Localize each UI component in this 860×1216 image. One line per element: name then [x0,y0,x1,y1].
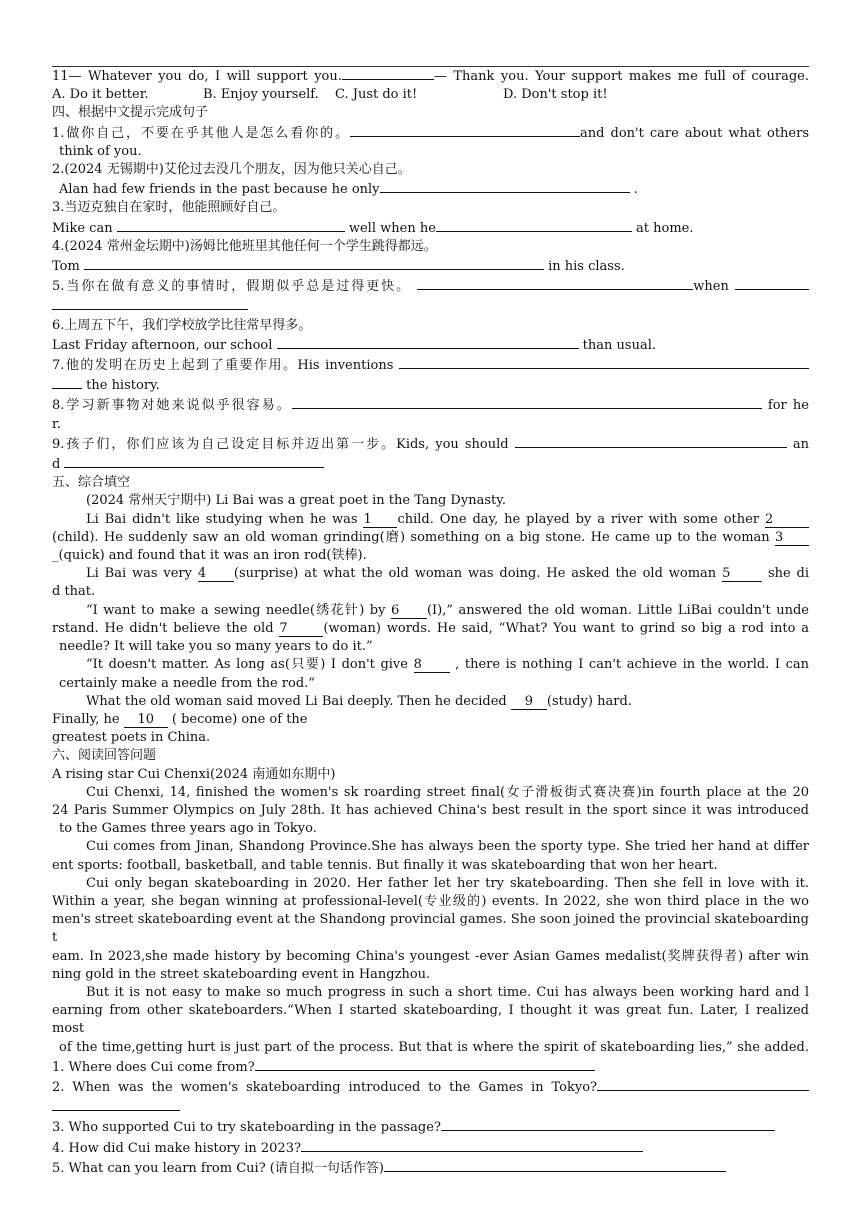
s5-text: “I want to make a sewing needle(绣花针) by [86,602,386,618]
s4-q9 [52,434,809,454]
q11-options [52,86,809,104]
blank-10[interactable]: 10 [124,713,168,728]
s6-q3-text: 3. Who supported Cui to try skateboarding in the passage? [52,1120,441,1136]
s4-q6-a: Last Friday afternoon, our school [52,337,273,353]
s4-q6-cn: 6.上周五下午，我们学校放学比往常早得多。 [52,317,312,333]
blank-7[interactable]: 7 [279,622,323,637]
s4-q5-cn: 5.当你在做有意义的事情时，假期似乎总是过得更快。 [52,279,412,295]
s4-q1 [52,123,809,143]
s6-p3-l3: men's street skateboarding event at the Shandong provincial games. She soon joined the provincial skateboarding t [52,912,809,946]
s4-q3-b: well when he [348,220,436,236]
s4-q1-cont: think of you. [59,143,142,159]
s4-q9-right: an [792,436,809,452]
s4-q3-en [52,218,702,238]
s5-text: child. One day, he played by a river with some other [397,511,760,527]
s5-text: Finally, he [52,711,120,727]
s4-q5-when: when [693,279,729,295]
s4-q8-right: for he [767,398,809,414]
answer-blank[interactable] [350,123,580,137]
section6-heading: 六、阅读回答问题 [52,748,157,764]
q11-option-a: A. Do it better. [52,87,149,103]
s5-p5 [52,693,809,711]
answer-blank[interactable] [399,355,809,369]
answer-blank[interactable] [417,276,693,290]
answer-blank[interactable] [64,454,324,468]
s4-q2-en [52,179,809,199]
s5-text: Li Bai didn't like studying when he was [86,511,358,527]
answer-blank[interactable] [436,218,632,232]
s6-p2-l2: ent sports: football, basketball, and table tennis. But finally it was skateboarding that won her heart. [52,857,718,873]
answer-blank[interactable] [84,256,544,270]
s4-q7-cont-text: the history. [86,378,160,394]
s6-question-2-cont [52,1097,809,1117]
s5-p6-l2: greatest poets in China. [52,730,211,746]
s5-text: rstand. He didn't believe the old [52,620,274,636]
s4-q2-en-text: Alan had few friends in the past because he only [59,182,380,198]
s4-q3-c: at home. [636,220,694,236]
s5-text: (study) hard. [546,693,632,709]
answer-blank[interactable] [597,1077,809,1091]
s4-q7-cont [52,375,809,395]
s4-q8 [52,395,809,415]
s4-q7-cn: 7.他的发明在历史上起到了重要作用。His inventions [52,358,394,374]
s4-q4-cn: 4.(2024 常州金坛期中)汤姆比他班里其他任何一个学生跳得都远。 [52,238,437,254]
s5-source: (2024 常州天宁期中) Li Bai was a great poet in the Tang Dynasty. [86,493,506,509]
s6-question-4 [52,1138,809,1158]
q11-option-c: C. Just do it! [335,87,418,103]
answer-blank[interactable] [342,66,434,80]
s5-p1-l3: _(quick) and found that it was an iron rod(铁棒). [52,548,367,564]
answer-blank[interactable] [384,1158,726,1172]
s5-text: What the old woman said moved Li Bai deeply. Then he decided [86,693,507,709]
s5-text: (child). He suddenly saw an old woman grinding(磨) something on a big stone. He came up to the woman [52,529,770,545]
s5-text: (I),” answered the old woman. Little LiBai couldn't unde [426,602,809,618]
s6-p3-l1: Cui only began skateboarding in 2020. Her father let her try skateboarding. Then she fell in love with it. [86,875,809,891]
s5-text: , there is nothing I can't achieve in the world. I can [455,657,809,673]
s6-question-5 [52,1158,809,1178]
s6-question-2 [52,1077,809,1097]
answer-blank[interactable] [255,1057,595,1071]
s6-question-3 [52,1117,809,1137]
s6-p4-l2: earning from other skateboarders.“When I started skateboarding, I thought it was great fun. Later, I realized most [52,1003,809,1037]
answer-blank[interactable] [52,296,248,310]
s5-text: ( become) one of the [171,711,308,727]
blank-8[interactable]: 8 [414,658,450,673]
s4-q5-cont [52,296,809,316]
s4-q3-a: Mike can [52,220,113,236]
answer-blank[interactable] [735,276,809,290]
s5-p2-l1 [52,565,809,583]
s4-q1-en: and don't care about what others [580,125,809,141]
blank-5[interactable]: 5 [722,567,762,582]
q11-stem [52,66,809,86]
q11-stem-left: 11— Whatever you do, I will support you. [52,69,342,84]
s5-p2-l2: d that. [52,584,96,600]
answer-blank[interactable] [515,434,787,448]
answer-blank[interactable] [277,335,579,349]
s5-p3-l3: needle? It will take you so many years to do it.” [59,639,373,655]
s4-q5 [52,276,809,296]
s4-q9-cont-text: d [52,457,61,473]
s4-q3-cn: 3.当迈克独自在家时，他能照顾好自己。 [52,200,286,216]
s4-q7 [52,355,809,375]
blank-6[interactable]: 6 [391,604,427,619]
s6-p1-l2: 24 Paris Summer Olympics on July 28th. It has achieved China's best result in the sport since it was introduced [52,802,809,818]
s5-p3-l1 [52,602,809,620]
s4-q4-b: in his class. [548,259,625,275]
s4-q9-cont [52,454,809,474]
s5-p3-l2 [52,620,809,638]
section5-heading: 五、综合填空 [52,475,131,491]
s5-p4-l2: certainly make a needle from the rod.” [59,675,315,691]
s5-text: (woman) words. He said, “What? You want to grind so big a rod into a [323,620,809,636]
s6-q2-text: 2. When was the women's skateboarding introduced to the Games in Tokyo? [52,1079,597,1095]
s5-p4-l1 [52,656,809,674]
s5-text: Li Bai was very [86,566,192,582]
s5-text: (surprise) at what the old woman was doing. He asked the old woman [233,566,717,582]
s4-q8-cn: 8.学习新事物对她来说似乎很容易。 [52,398,292,414]
s5-text: “It doesn't matter. As long as(只要) I don't give [86,657,408,673]
s5-p6 [52,711,809,729]
answer-blank[interactable] [117,218,345,232]
s4-q4-a: Tom [52,259,80,275]
blank-9[interactable]: 9 [511,695,547,710]
blank-3[interactable]: 3 [775,531,809,546]
answer-blank[interactable] [292,395,762,409]
s5-text: she di [767,566,809,582]
answer-blank[interactable] [52,1097,180,1111]
s4-q2-end: . [633,182,638,198]
s6-p3-l4: eam. In 2023,she made history by becoming China's youngest -ever Asian Games medalist(奖牌获得者) after win [52,948,809,964]
s6-p1-l1: Cui Chenxi, 14, finished the women's sk roarding street final(女子滑板街式赛决赛)in fourth place at the 20 [86,784,809,800]
s6-p4-l3: of the time,getting hurt is just part of the process. But that is where the spirit of skateboarding lies,” she added. [59,1039,809,1055]
s6-q4-text: 4. How did Cui make history in 2023? [52,1140,301,1156]
s6-q5-text: 5. What can you learn from Cui? (请自拟一句话作答) [52,1160,384,1176]
s4-q6-en [52,335,809,355]
worksheet-page [52,66,809,1178]
s6-question-1 [52,1057,809,1077]
blank-1[interactable]: 1 [363,513,397,528]
blank-2[interactable]: 2 [765,513,809,528]
s6-p3-l2: Within a year, she began winning at professional-level(专业级的) events. In 2022, she won third place in the wo [52,893,809,909]
s6-passage-title: A rising star Cui Chenxi(2024 南通如东期中) [52,766,336,782]
answer-blank[interactable] [52,375,82,389]
answer-blank[interactable] [301,1138,643,1152]
s5-p1-l1 [52,511,809,529]
answer-blank[interactable] [380,179,630,193]
s6-p2-l1: Cui comes from Jinan, Shandong Province.She has always been the sporty type. She tried her hand at differ [86,839,809,855]
s6-p1-l3: to the Games three years ago in Tokyo. [59,821,317,837]
s4-q6-b: than usual. [582,337,656,353]
s4-q9-cn: 9.孩子们，你们应该为自己设定目标并迈出第一步。Kids, you should [52,436,509,452]
q11-stem-right: — Thank you. Your support makes me full of courage. [433,69,809,84]
answer-blank[interactable] [441,1117,775,1131]
s4-q8-cont: r. [52,416,61,432]
q11-option-b: B. Enjoy yourself. [203,87,319,103]
blank-4[interactable]: 4 [198,567,234,582]
s4-q1-cn: 1.做你自己，不要在乎其他人是怎么看你的。 [52,125,351,141]
s5-p1-l2 [52,529,809,547]
section4-heading: 四、根据中文提示完成句子 [52,105,209,121]
s6-p4-l1: But it is not easy to make so much progress in such a short time. Cui has always been working hard and l [86,984,809,1000]
s6-p3-l5: ning gold in the street skateboarding event in Hangzhou. [52,966,431,982]
q11-option-d: D. Don't stop it! [503,87,608,103]
s4-q4-en [52,256,809,276]
s4-q2-cn: 2.(2024 无锡期中)艾伦过去没几个朋友，因为他只关心自己。 [52,162,411,178]
s6-q1-text: 1. Where does Cui come from? [52,1059,255,1075]
